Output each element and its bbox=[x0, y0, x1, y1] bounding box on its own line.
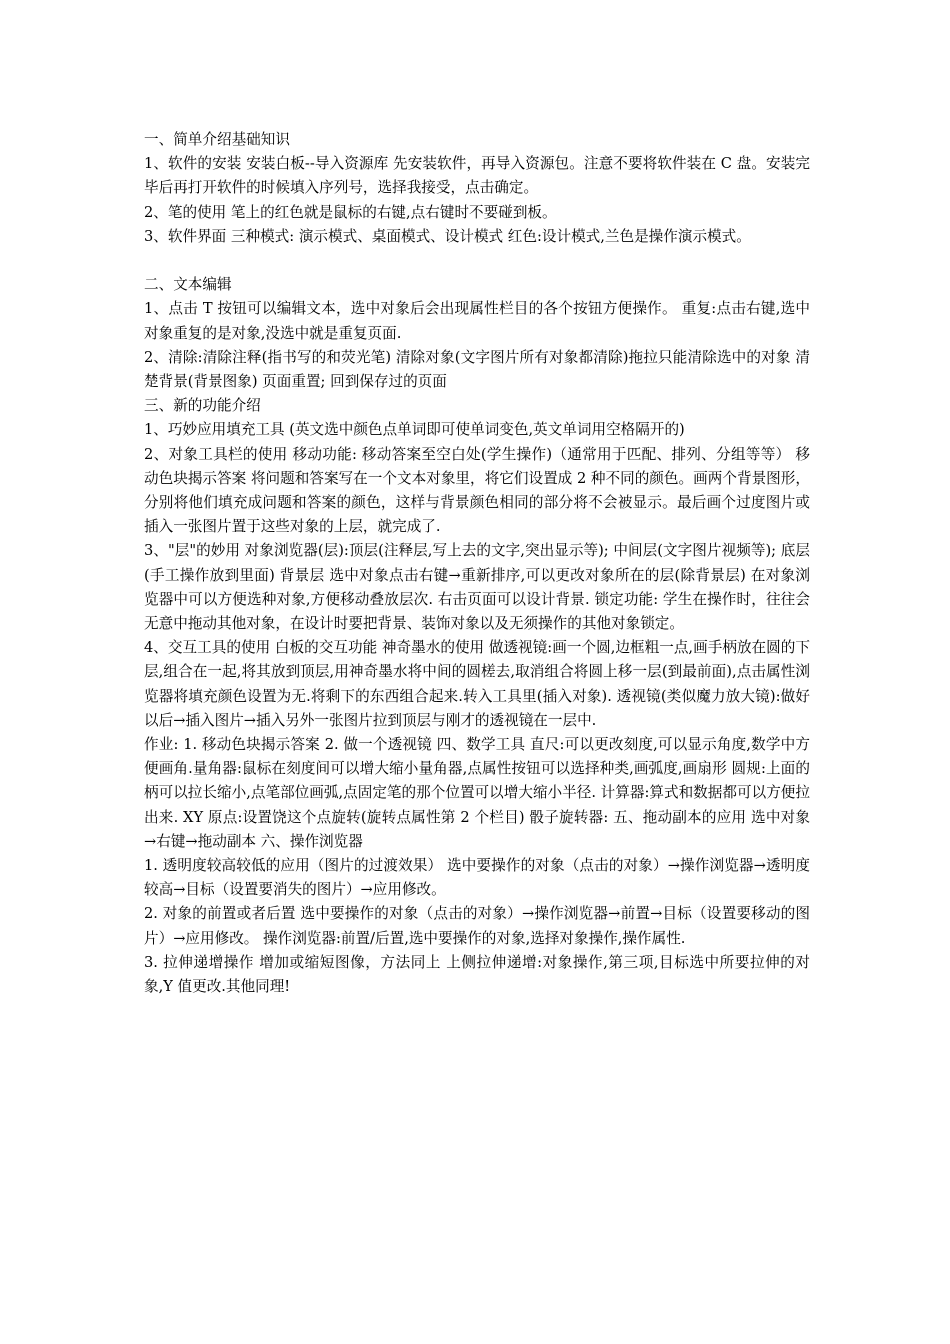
section-3-heading: 三、新的功能介绍 bbox=[144, 397, 261, 415]
paragraph-homework: 作业: 1. 移动色块揭示答案 2. 做一个透视镜 四、数学工具 直尺:可以更改刻度,可以显示角度,数学中方便画角.量角器:鼠标在刻度间可以增大缩小量角器,点属性按钮可以选择种类,画弧度,画扇形 圆规:上面的柄可以拉长缩小,点笔部位画弧,点固定笔的那个位置可以增大缩小半径. 计算器:算式和数据都可以方便拉出来. XY 原点:设置饶这个点旋转(旋转点属性第 2 个栏目) 骰子旋转器: 五、拖动副本的应用 选中对象→右键→拖动副本 六、操作浏览器 bbox=[144, 736, 810, 850]
document-body bbox=[144, 128, 810, 999]
paragraph-layers: 3、"层"的妙用 对象浏览器(层):顶层(注释层,写上去的文字,突出显示等); 中间层(文字图片视频等); 底层(手工操作放到里面) 背景层 选中对象点击右键→重新排序,可以更改对象所在的层(除背景层) 在对象浏览器中可以方便选种对象,方便移动叠放层次. 右击页面可以设计背景. 锁定功能: 学生在操作时，往往会无意中拖动其他对象，在设计时要把背景、装饰对象以及无须操作的其他对象锁定。 bbox=[144, 542, 810, 633]
paragraph-transparency: 1. 透明度较高较低的应用（图片的过渡效果） 选中要操作的对象（点击的对象）→操作浏览器→透明度较高→目标（设置要消失的图片）→应用修改。 bbox=[144, 857, 810, 899]
paragraph-fill-tool: 1、巧妙应用填充工具 (英文选中颜色点单词即可使单词变色,英文单词用空格隔开的) bbox=[144, 421, 685, 439]
paragraph-text-edit: 1、点击 T 按钮可以编辑文本，选中对象后会出现属性栏目的各个按钮方便操作。 重复:点击右键,选中对象重复的是对象,没选中就是重复页面. bbox=[144, 300, 810, 342]
paragraph-interactive-tools: 4、交互工具的使用 白板的交互功能 神奇墨水的使用 做透视镜:画一个圆,边框粗一点,画手柄放在圆的下层,组合在一起,将其放到顶层,用神奇墨水将中间的圆槎去,取消组合将圆上移一层(到最前面),点击属性浏览器将填充颜色设置为无.将剩下的东西组合起来.转入工具里(插入对象). 透视镜(类似魔力放大镜):做好以后→插入图片→插入另外一张图片拉到顶层与刚才的透视镜在一层中. bbox=[144, 639, 810, 729]
paragraph-front-back: 2. 对象的前置或者后置 选中要操作的对象（点击的对象）→操作浏览器→前置→目标（设置要移动的图片）→应用修改。 操作浏览器:前置/后置,选中要操作的对象,选择对象操作,操作属性. bbox=[144, 905, 810, 947]
paragraph-software-install: 1、软件的安装 安装白板--导入资源库 先安装软件，再导入资源包。注意不要将软件装在 C 盘。安装完毕后再打开软件的时候填入序列号，选择我接受，点击确定。 bbox=[144, 155, 810, 197]
paragraph-software-interface: 3、软件界面 三种模式: 演示模式、桌面模式、设计模式 红色:设计模式,兰色是操作演示模式。 bbox=[144, 227, 751, 245]
paragraph-clear: 2、清除:清除注释(指书写的和荧光笔) 清除对象(文字图片所有对象都清除)拖拉只能清除选中的对象 清楚背景(背景图象) 页面重置; 回到保存过的页面 bbox=[144, 348, 810, 391]
paragraph-stretch: 3. 拉伸递增操作 增加或缩短图像，方法同上 上侧拉伸递增:对象操作,第三项,目标选中所要拉伸的对象,Y 值更改.其他同理! bbox=[144, 953, 810, 996]
section-2-heading: 二、文本编辑 bbox=[144, 276, 232, 294]
paragraph-object-toolbar: 2、对象工具栏的使用 移动功能: 移动答案至空白处(学生操作)（通常用于匹配、排列、分组等等） 移动色块揭示答案 将问题和答案写在一个文本对象里，将它们设置成 2 种不同的颜色。画两个背景图形，分别将他们填充成问题和答案的颜色，这样与背景颜色相同的部分将不会被显示。最后画个过度图片或插入一张图片置于这些对象的上层，就完成了. bbox=[144, 445, 810, 536]
paragraph-spacer bbox=[144, 249, 810, 273]
paragraph-pen-usage: 2、笔的使用 笔上的红色就是鼠标的右键,点右键时不要碰到板。 bbox=[144, 203, 557, 221]
section-1-heading: 一、简单介绍基础知识 bbox=[144, 131, 290, 148]
